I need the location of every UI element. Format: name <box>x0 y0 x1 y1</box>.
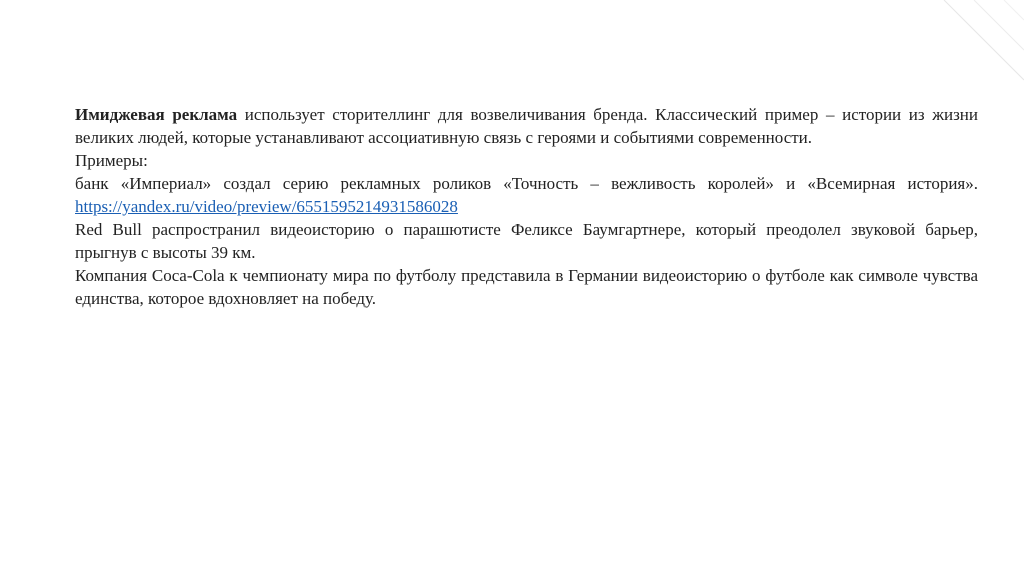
paragraph-examples-heading: Примеры: <box>75 151 148 170</box>
paragraph-text: использует сторителлинг для возвеличивания бренда. Классический пример – истории из жизни великих людей, которые устанавливают ассоциативную связь с героями и событиями современности. <box>75 105 978 147</box>
body-text <box>75 103 978 310</box>
paragraph-imperial-bank <box>75 172 978 218</box>
video-link[interactable]: https://yandex.ru/video/preview/6551595214931586028 <box>75 197 458 216</box>
term-bold: Имиджевая реклама <box>75 105 238 124</box>
paragraph-image-advertising <box>75 103 978 149</box>
paragraph-red-bull: Red Bull распространил видеоисторию о парашютисте Феликсе Баумгартнере, который преодолел звуковой барьер, прыгнув с высоты 39 км. <box>75 220 978 262</box>
paragraph-coca-cola: Компания Coca-Cola к чемпионату мира по футболу представила в Германии видеоисторию о футболе как символе чувства единства, которое вдохновляет на победу. <box>75 266 978 308</box>
paragraph-text: банк «Империал» создал серию рекламных роликов «Точность – вежливость королей» и «Всемирная история». <box>75 174 978 193</box>
